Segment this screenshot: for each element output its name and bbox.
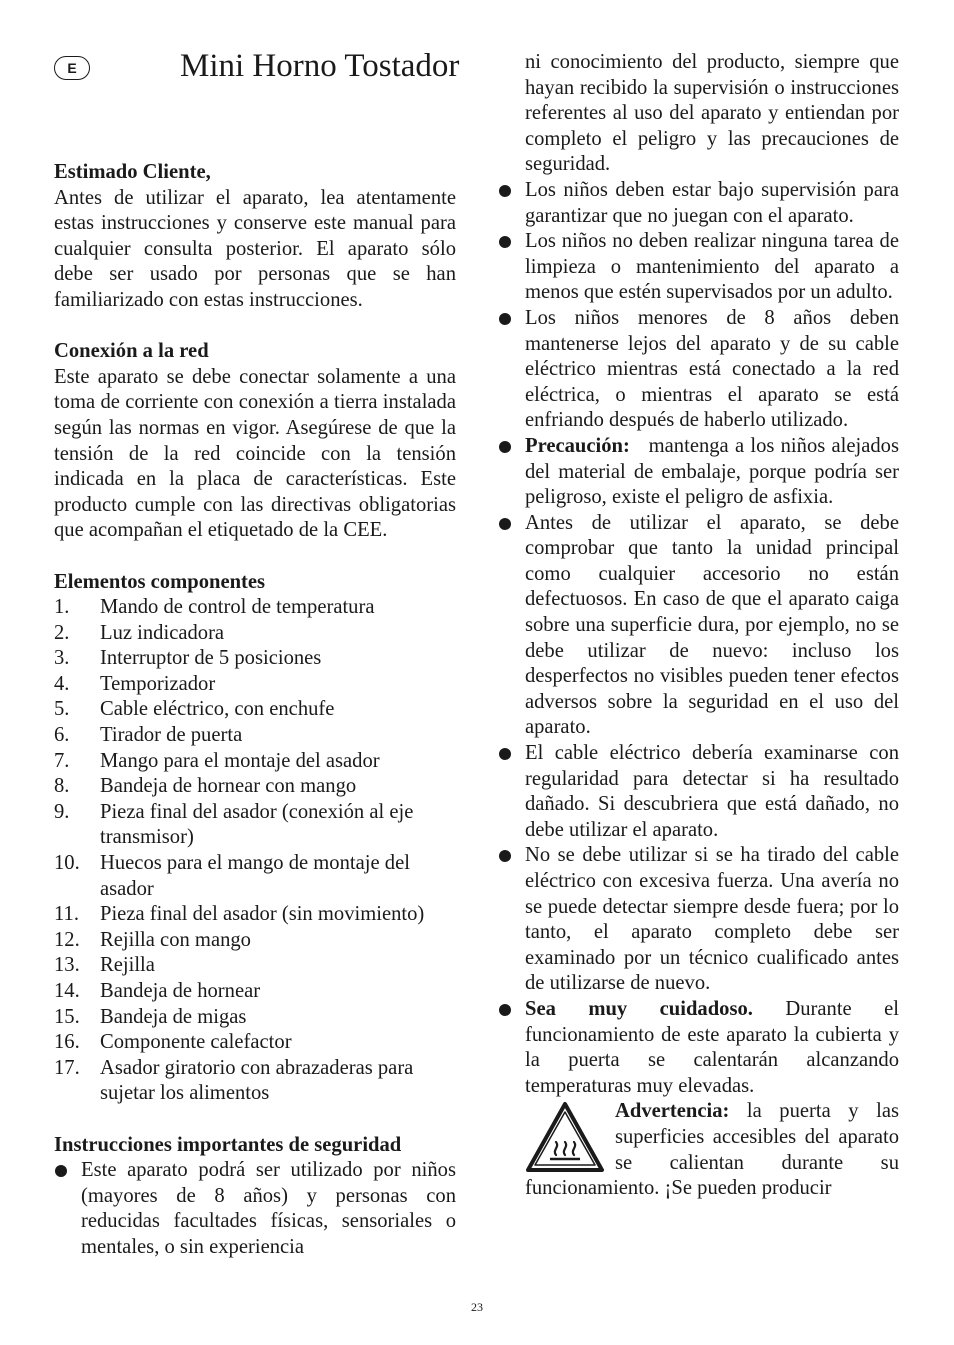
list-item-text: Mango para el montaje del asador xyxy=(100,749,380,772)
safety-list-start xyxy=(54,1158,456,1260)
list-item-number: 3. xyxy=(54,647,70,670)
list-item-text: Luz indicadora xyxy=(100,621,225,644)
list-item xyxy=(498,434,899,511)
list-item xyxy=(498,229,899,306)
page-number: 23 xyxy=(471,1300,483,1314)
safety-list xyxy=(498,178,899,1099)
list-item xyxy=(54,697,456,723)
list-item-number: 6. xyxy=(54,724,70,747)
list-item xyxy=(54,953,456,979)
safety-continuation: ni conocimiento del producto, siempre que hayan recibido la supervisión o instrucciones referentes al uso del aparato y entiendan por completo el peligro y las precauciones de seguridad. xyxy=(525,51,899,176)
left-column xyxy=(54,160,456,1261)
list-item-text: Rejilla xyxy=(100,954,155,977)
list-item xyxy=(54,1005,456,1031)
list-item xyxy=(54,774,456,800)
list-item-number: 5. xyxy=(54,698,70,721)
list-item-text: Los niños menores de 8 años deben mantenerse lejos del aparato y de su cable eléctrico mientras está conectado a la red eléctrica, o mientras el aparato se está enfriando después de haberlo utilizado. xyxy=(525,306,899,432)
list-item xyxy=(498,997,899,1099)
list-item xyxy=(498,178,899,229)
list-item xyxy=(54,902,456,928)
list-item-text: Cable eléctrico, con enchufe xyxy=(100,698,335,721)
list-item xyxy=(498,511,899,741)
warning-label: Advertencia: xyxy=(615,1100,730,1123)
list-item-number: 1. xyxy=(54,596,70,619)
list-item: Este aparato podrá ser utilizado por niños (mayores de 8 años) y personas con reducidas facultades físicas, sensoriales o mentales, o sin experiencia xyxy=(54,1158,456,1260)
list-item-number: 9. xyxy=(54,800,70,823)
list-item-text: Asador giratorio con abrazaderas para sujetar los alimentos xyxy=(100,1056,414,1105)
components-heading: Elementos componentes xyxy=(54,570,266,593)
list-item-text: Pieza final del asador (conexión al eje transmisor) xyxy=(100,800,414,849)
list-item-text: Temporizador xyxy=(100,672,216,695)
list-item xyxy=(54,672,456,698)
caution-label: Precaución: xyxy=(525,434,630,457)
list-item-text: Los niños deben estar bajo supervisión para garantizar que no juegan con el aparato. xyxy=(525,178,899,227)
list-item-text: Rejilla con mango xyxy=(100,928,251,951)
connection-paragraph: Este aparato se debe conectar solamente a una toma de corriente con conexión a tierra instalada según las normas en vigor. Asegúrese de que la tensión de la red coincide con la tensión indicada en la placa de características. Este producto cumple con las directivas obligatorias que acompañan el etiquetado de la CEE. xyxy=(54,365,456,542)
list-item-text: Pieza final del asador (sin movimiento) xyxy=(100,903,425,926)
list-item xyxy=(54,621,456,647)
list-item xyxy=(498,741,899,843)
list-item-text: Bandeja de migas xyxy=(100,1005,247,1028)
list-item-number: 7. xyxy=(54,749,70,772)
list-item-text: Huecos para el mango de montaje del asador xyxy=(100,852,410,900)
list-item-number: 14. xyxy=(54,980,80,1002)
list-item-text: Los niños no deben realizar ninguna tarea de limpieza o mantenimiento del aparato a menos que estén supervisados por un adulto. xyxy=(525,230,899,304)
components-list xyxy=(54,595,456,1107)
language-badge: E xyxy=(54,56,90,80)
list-item-text: Interruptor de 5 posiciones xyxy=(100,647,322,670)
list-item-number: 16. xyxy=(54,1031,80,1054)
hot-surface-warning-icon xyxy=(525,1101,605,1173)
list-item-text: Mando de control de temperatura xyxy=(100,596,375,619)
list-item-text: Durante el funcionamiento de este aparato la cubierta y la puerta se calentarán alcanzando temperaturas muy elevadas. xyxy=(525,997,899,1097)
list-item xyxy=(54,1056,456,1107)
page-title: Mini Horno Tostador xyxy=(180,48,460,84)
list-item-number: 8. xyxy=(54,775,70,798)
list-item-number: 4. xyxy=(54,672,70,695)
list-item-text: Componente calefactor xyxy=(100,1031,292,1054)
list-item xyxy=(54,749,456,775)
list-item-text: No se debe utilizar si se ha tirado del cable eléctrico con excesiva fuerza. Una avería no se puede detectar siempre desde fuera; por lo tanto, el aparato completo debe ser examinado por un técnico cualificado antes de utilizarse de nuevo. xyxy=(525,844,899,995)
list-item-text: Bandeja de hornear xyxy=(100,980,261,1002)
list-item-number: 2. xyxy=(54,621,70,644)
list-item-text: mantenga a los niños alejados del material de embalaje, porque podría ser peligroso, existe el peligro de asfixia. xyxy=(525,434,899,509)
list-item xyxy=(54,595,456,621)
list-item xyxy=(54,928,456,954)
list-item xyxy=(54,851,456,902)
list-item xyxy=(54,646,456,672)
list-item-text: Tirador de puerta xyxy=(100,724,243,747)
intro-heading: Estimado Cliente, xyxy=(54,161,211,183)
list-item xyxy=(498,843,899,997)
list-item-text: Bandeja de hornear con mango xyxy=(100,775,357,798)
warning-block xyxy=(498,1099,899,1201)
list-item-number: 13. xyxy=(54,954,80,977)
list-item-number: 17. xyxy=(54,1056,80,1079)
warning-text: la puerta y las superficies accesibles del aparato se calientan durante su funcionamiento. ¡Se pueden producir xyxy=(525,1100,899,1200)
list-item-number: 11. xyxy=(54,903,79,926)
list-item xyxy=(54,723,456,749)
safety-heading: Instrucciones importantes de seguridad xyxy=(54,1133,402,1156)
connection-heading: Conexión a la red xyxy=(54,340,209,363)
careful-label: Sea muy cuidadoso. xyxy=(525,997,753,1020)
list-item-number: 15. xyxy=(54,1005,80,1028)
list-item-text: El cable eléctrico debería examinarse con regularidad para detectar si ha resultado dañado. Si descubriera que está dañado, no debe utilizar el aparato. xyxy=(525,742,899,841)
list-item xyxy=(54,979,456,1005)
list-item xyxy=(498,306,899,434)
list-item-text: Antes de utilizar el aparato, se debe comprobar que tanto la unidad principal como cualquier accesorio no están defectuosos. En caso de que el aparato caiga sobre una superficie dura, por ejemplo, no se debe utilizar de nuevo: incluso los desperfectos no visibles pueden tener efectos adversos sobre la seguridad en el uso del aparato. xyxy=(525,511,899,739)
list-item-number: 10. xyxy=(54,852,80,875)
list-item xyxy=(54,1030,456,1056)
list-item-number: 12. xyxy=(54,928,80,951)
right-column xyxy=(498,50,899,1202)
list-item xyxy=(54,800,456,851)
intro-paragraph: Antes de utilizar el aparato, lea atentamente estas instrucciones y conserve este manual para cualquier consulta posterior. El aparato sólo debe ser usado por personas que se han familiarizado con estas instrucciones. xyxy=(54,186,456,311)
